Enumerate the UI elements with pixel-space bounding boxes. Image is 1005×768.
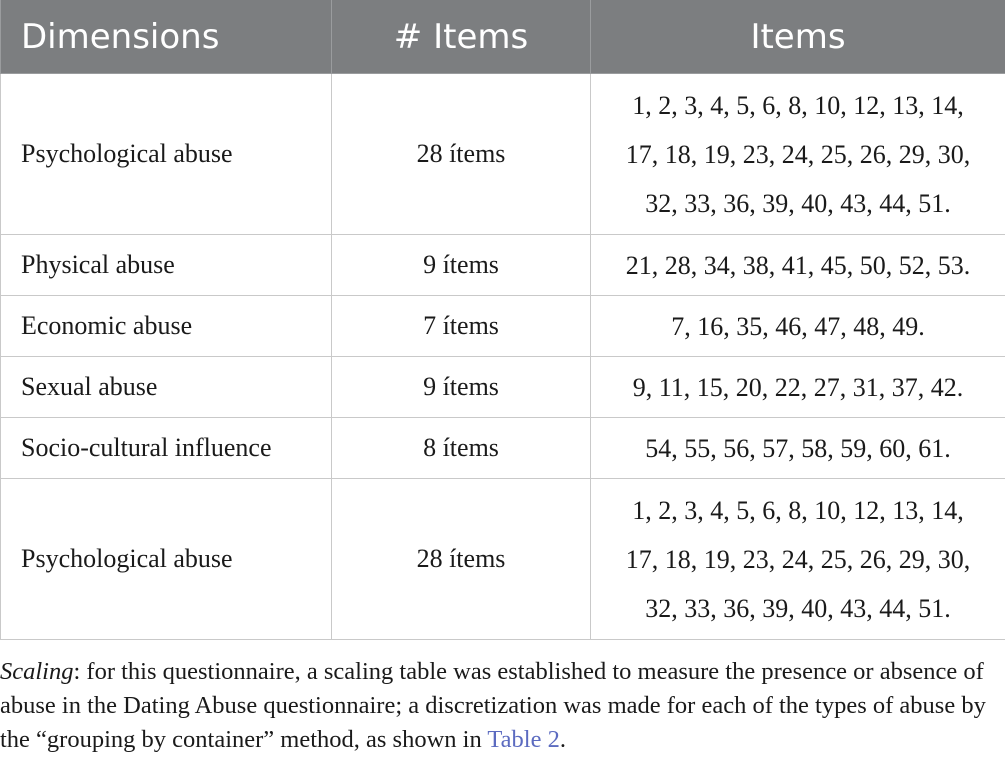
- items-cell: [591, 296, 1005, 357]
- dimension-cell: Psychological abuse: [1, 479, 332, 640]
- items-cell: [591, 235, 1005, 296]
- items-cell: [591, 479, 1005, 640]
- table-row: [1, 418, 1005, 479]
- dimension-cell: Socio-cultural influence: [1, 418, 332, 479]
- items-cell: [591, 357, 1005, 418]
- table-caption: [0, 655, 1000, 757]
- items-line: 21, 28, 34, 38, 41, 45, 50, 52, 53.: [625, 250, 971, 280]
- count-cell: 28 ítems: [332, 479, 591, 640]
- table-row: [1, 235, 1005, 296]
- header-item-count: # Items: [332, 0, 591, 74]
- items-line: 17, 18, 19, 23, 24, 25, 26, 29, 30,: [625, 139, 971, 169]
- items-line: 7, 16, 35, 46, 47, 48, 49.: [671, 311, 925, 341]
- table-header-row: [1, 0, 1005, 74]
- dimension-cell: Economic abuse: [1, 296, 332, 357]
- items-cell: [591, 74, 1005, 235]
- caption-end: .: [559, 726, 566, 753]
- count-cell: 9 ítems: [332, 357, 591, 418]
- table-row: [1, 296, 1005, 357]
- count-cell: 7 ítems: [332, 296, 591, 357]
- header-items: Items: [591, 0, 1005, 74]
- table-row: [1, 74, 1005, 235]
- dimension-cell: Sexual abuse: [1, 357, 332, 418]
- dimension-cell: Psychological abuse: [1, 74, 332, 235]
- items-line: 9, 11, 15, 20, 22, 27, 31, 37, 42.: [632, 372, 964, 402]
- table-row: [1, 357, 1005, 418]
- count-cell: 8 ítems: [332, 418, 591, 479]
- items-line: 1, 2, 3, 4, 5, 6, 8, 10, 12, 13, 14,: [632, 495, 964, 525]
- count-cell: 9 ítems: [332, 235, 591, 296]
- count-cell: 28 ítems: [332, 74, 591, 235]
- items-line: 32, 33, 36, 39, 40, 43, 44, 51.: [645, 593, 951, 623]
- caption-term: Scaling: [0, 658, 74, 685]
- items-line: 17, 18, 19, 23, 24, 25, 26, 29, 30,: [625, 544, 971, 574]
- header-dimensions: Dimensions: [1, 0, 332, 74]
- items-line: 1, 2, 3, 4, 5, 6, 8, 10, 12, 13, 14,: [632, 90, 964, 120]
- items-line: 32, 33, 36, 39, 40, 43, 44, 51.: [645, 188, 951, 218]
- table-row: [1, 479, 1005, 640]
- table-2-link[interactable]: Table 2: [487, 726, 560, 753]
- caption-text: : for this questionnaire, a scaling table was established to measure the presence or absence of abuse in the Dating Abuse questionnaire; a discretization was made for each of the types of abuse by the “grouping by container” method, as shown in: [0, 658, 986, 753]
- items-line: 54, 55, 56, 57, 58, 59, 60, 61.: [645, 433, 951, 463]
- dimension-cell: Physical abuse: [1, 235, 332, 296]
- items-cell: [591, 418, 1005, 479]
